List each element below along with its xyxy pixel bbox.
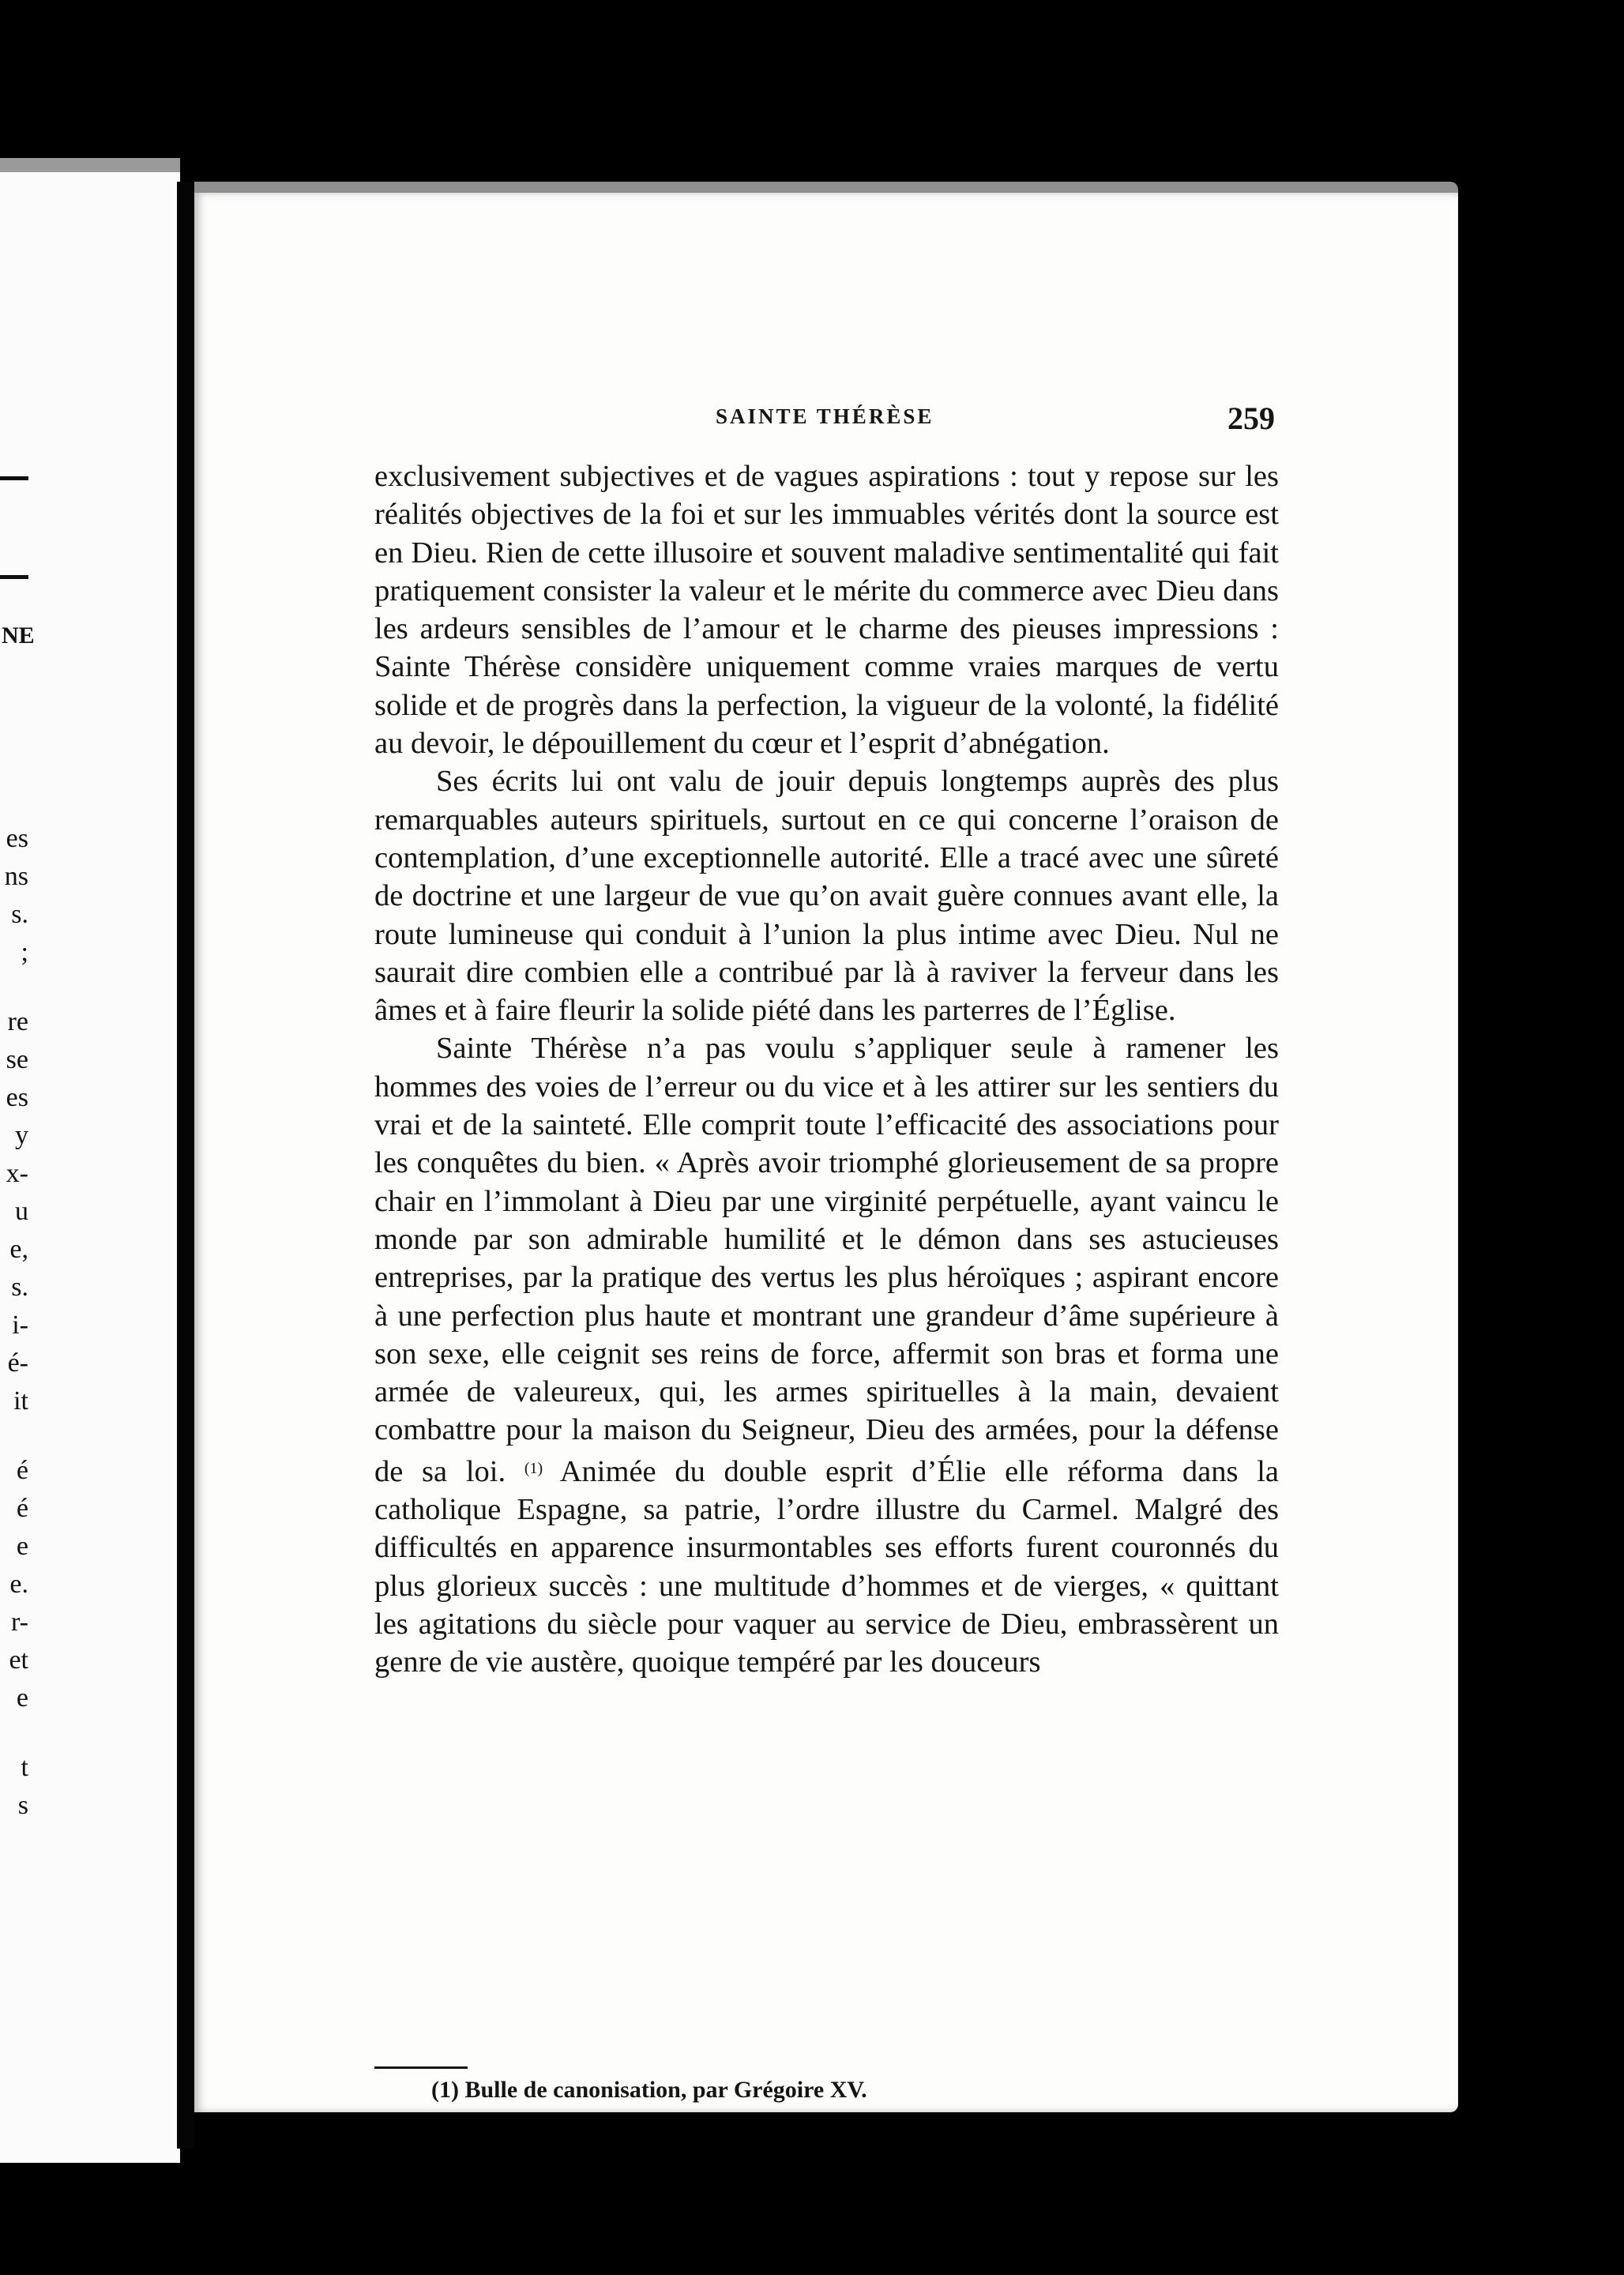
line-fragment: é bbox=[16, 1456, 28, 1485]
paragraph-text: Sainte Thérèse n’a pas voulu s’appliquer seule à ramener les hommes des voies de l’erreur ou du vice et à les attirer sur les sentiers du vrai et de la sainteté. Elle comprit toute l’efficacité des associations pour les conquêtes du bien. « Après avoir triomphé glorieusement de sa propre chair en l’immolant à Dieu par une virginité perpétuelle, ayant vaincu le monde par son admirable humilité et le démon dans ses astucieuses entreprises, par la pratique des vertus les plus héroïques ; aspirant encore à une perfection plus haute et montrant une grandeur d’âme supérieure à son sexe, elle ceignit ses reins de force, affermit son bras et forma une armée de valeureux, qui, les armes spirituelles à la main, devaient combattre pour la maison du Seigneur, Dieu des armées, pour la défense de sa loi. bbox=[374, 1032, 1279, 1488]
footnote-reference: (1) bbox=[524, 1459, 543, 1477]
line-fragment: x- bbox=[6, 1159, 28, 1188]
left-page-rule bbox=[0, 575, 28, 579]
left-page-fragment bbox=[0, 158, 180, 2163]
paragraph: exclusivement subjectives et de vagues aspirations : tout y repose sur les réalités objectives de la foi et sur les immuables vérités dont la source est en Dieu. Rien de cette illusoire et souvent maladive sentimentalité qui fait pratiquement consister la valeur et le mérite du commerce avec Dieu dans les ardeurs sensibles de l’amour et le charme des pieuses impressions : Sainte Thérèse considère uniquement comme vraies marques de vertu solide et de progrès dans la perfection, la vigueur de la volonté, la fidélité au devoir, le dépouillement du cœur et l’esprit d’abnégation. bbox=[374, 460, 1279, 761]
line-fragment: e bbox=[16, 1532, 28, 1561]
body-text bbox=[374, 457, 1279, 1682]
line-fragment: et bbox=[9, 1645, 28, 1675]
line-fragment: s bbox=[17, 1791, 28, 1820]
line-fragment: re bbox=[7, 1007, 28, 1036]
footnote: (1) Bulle de canonisation, par Grégoire XV. bbox=[431, 2077, 867, 2103]
line-fragment: s. bbox=[11, 1273, 28, 1302]
line-fragment: y bbox=[15, 1121, 28, 1150]
paragraph: Ses écrits lui ont valu de jouir depuis longtemps auprès des plus remarquables auteurs spirituels, surtout en ce qui concerne l’oraison de contemplation, d’une exceptionnelle autorité. Elle a tracé avec une sûreté de doctrine et une largeur de vue qu’on avait guère connues avant elle, la route lumineuse qui conduit à l’union la plus intime avec Dieu. Nul ne saurait dire combien elle a contribué par là à raviver la ferveur dans les âmes et à faire fleurir la solide piété dans les parterres de l’Église. bbox=[374, 765, 1279, 1028]
line-fragment: e bbox=[16, 1683, 28, 1713]
footnote-rule bbox=[374, 2066, 468, 2069]
line-fragment: e. bbox=[9, 1570, 28, 1599]
paragraph-text: Animée du double esprit d’Élie elle réforma dans la catholique Espagne, sa patrie, l’ordre illustre du Carmel. Malgré des difficultés en apparence insurmontables ses efforts furent couronnés du plus glorieux succès : une multitude d’hommes et de vierges, « quittant les agitations du siècle pour vaquer au service de Dieu, embrassèrent un genre de vie austère, quoique tempéré par les douceurs bbox=[374, 1454, 1279, 1679]
left-page-rule bbox=[0, 476, 28, 480]
line-fragment: r- bbox=[11, 1608, 28, 1637]
left-page-line-fragments bbox=[0, 820, 28, 1825]
book-page bbox=[194, 182, 1458, 2112]
line-fragment: it bbox=[13, 1386, 28, 1416]
line-fragment: t bbox=[21, 1753, 28, 1782]
line-fragment: ; bbox=[21, 938, 28, 967]
line-fragment: é bbox=[16, 1494, 28, 1523]
line-fragment: e, bbox=[9, 1235, 28, 1264]
line-fragment: u bbox=[15, 1197, 28, 1226]
line-fragment: ns bbox=[4, 862, 28, 891]
book-spine-shadow bbox=[177, 182, 194, 2149]
line-fragment: se bbox=[6, 1045, 28, 1074]
left-page-heading-fragment: NE bbox=[2, 622, 35, 649]
line-fragment: i- bbox=[12, 1310, 28, 1340]
paragraph bbox=[374, 1029, 1279, 1681]
line-fragment: s. bbox=[11, 900, 28, 929]
running-head: SAINTE THÉRÈSE bbox=[716, 404, 934, 428]
line-fragment: es bbox=[6, 1083, 28, 1112]
line-fragment: es bbox=[6, 824, 28, 853]
line-fragment: é- bbox=[7, 1348, 28, 1378]
page-number: 259 bbox=[1227, 400, 1275, 436]
